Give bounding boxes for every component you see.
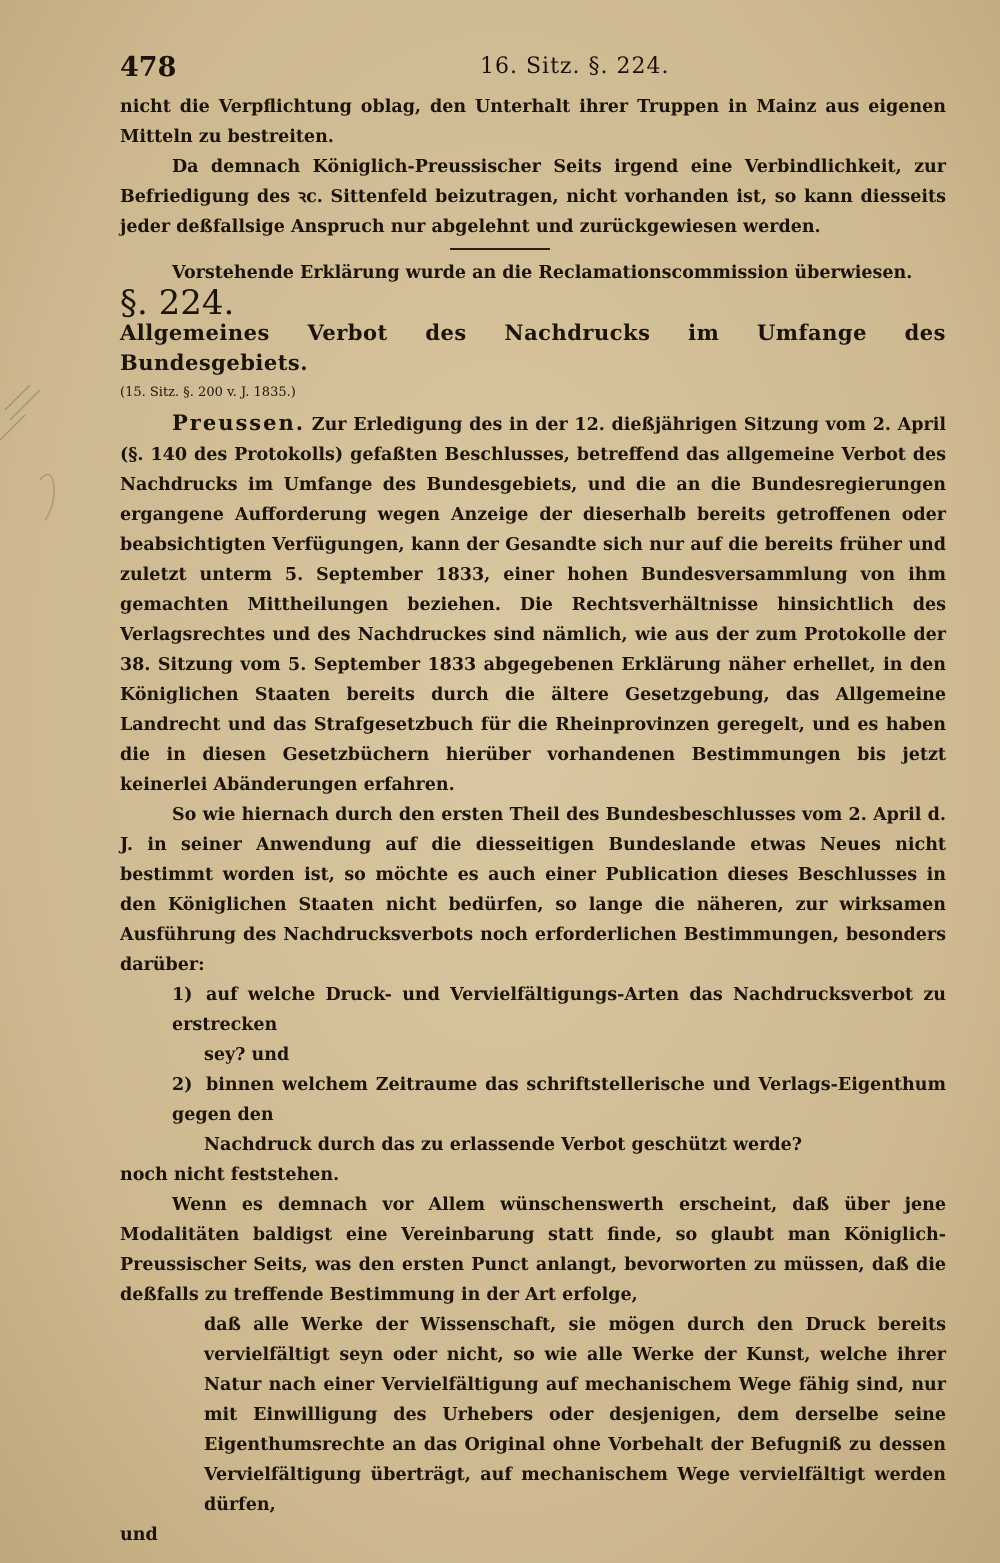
paragraph: Da demnach Königlich-Preussischer Seits irgend eine Verbindlichkeit, zur Befriedigung des ꝛc. Sittenfeld beizutragen, nicht vorhanden ist, so kann diesseits jeder deßfallsige Anspruch nur abgelehnt und zurückgewiesen werden. [120,157,946,237]
margin-pencil-marks [0,380,80,540]
section-reference: (15. Sitz. §. 200 v. J. 1835.) [120,385,296,400]
paragraph: Wenn es demnach vor Allem wünschenswerth erscheint, daß über jene Modalitäten baldigst eine Vereinbarung statt finde, so glaubt man Königlich-Preussischer Seits, was den ersten Punct anlangt, bevorworten zu müssen, daß die deßfalls zu treffende Bestimmung in der Art erfolge, [120,1195,946,1305]
paragraph-note: Vorstehende Erklärung wurde an die Reclamationscommission überwiesen. [172,263,913,283]
running-head: 16. Sitz. §. 224. [480,54,670,79]
list-item [120,980,946,1040]
list-item [120,1070,946,1130]
list-number: 1) [172,985,193,1005]
speaker-name: Preussen. [172,410,306,435]
list-text: auf welche Druck- und Vervielfältigungs-Arten das Nachdrucksverbot zu erstrecken [172,985,946,1035]
paragraph: und [120,1525,158,1545]
paragraph: noch nicht feststehen. [120,1165,340,1185]
list-item-continuation: sey? und [204,1045,290,1065]
paragraph-continuation: nicht die Verpflichtung oblag, den Unterhalt ihrer Truppen in Mainz aus eigenen Mitteln zu bestreiten. [120,97,946,147]
quoted-block: daß alle Werke der Wissenschaft, sie mögen durch den Druck bereits vervielfältigt seyn oder nicht, so wie alle Werke der Kunst, welche ihrer Natur nach einer Vervielfältigung auf mechanischem Wege fähig sind, nur mit Einwilligung des Urhebers oder desjenigen, dem derselbe seine Eigenthumsrechte an das Original ohne Vorbehalt der Befugniß zu dessen Vervielfältigung überträgt, auf mechanischem Wege vervielfältigt werden dürfen, [204,1315,946,1515]
list-item-continuation: Nachdruck durch das zu erlassende Verbot geschützt werde? [204,1135,803,1155]
page-header [120,52,950,86]
separator-rule [450,248,550,250]
page-number: 478 [120,52,177,83]
section-title: Allgemeines Verbot des Nachdrucks im Umfange des Bundesgebiets. [120,320,946,375]
paragraph [120,408,946,800]
list-number: 2) [172,1075,193,1095]
paragraph: So wie hiernach durch den ersten Theil des Bundesbeschlusses vom 2. April d. J. in seiner Anwendung auf die diesseitigen Bundeslande etwas Neues nicht bestimmt worden ist, so möchte es auch einer Publication dieses Beschlusses in den Königlichen Staaten nicht bedürfen, so lange die näheren, zur wirksamen Ausführung des Nachdrucksverbots noch erforderlichen Bestimmungen, besonders darüber: [120,805,946,975]
list-text: binnen welchem Zeitraume das schriftstellerische und Verlags-Eigenthum gegen den [172,1075,946,1125]
paragraph-text: Zur Erledigung des in der 12. dießjährigen Sitzung vom 2. April (§. 140 des Protokolls) gefaßten Beschlusses, betreffend das allgemeine Verbot des Nachdrucks im Umfange des Bundesgebiets, und die an die Bundesregierungen ergangene Aufforderung wegen Anzeige der dieserhalb bereits getroffenen oder beabsichtigten Verfügungen, kann der Gesandte sich nur auf die bereits früher und zuletzt unterm 5. September 1833, einer hohen Bundesversammlung von ihm gemachten Mittheilungen beziehen. Die Rechtsverhältnisse hinsichtlich des Verlagsrechtes und des Nachdruckes sind nämlich, wie aus der zum Protokolle der 38. Sitzung vom 5. September 1833 abgegebenen Erklärung näher erhellet, in den Königlichen Staaten bereits durch die ältere Gesetzgebung, das Allgemeine Landrecht und das Strafgesetzbuch für die Rheinprovinzen geregelt, und es haben die in diesen Gesetzbüchern hierüber vorhandenen Bestimmungen bis jetzt keinerlei Abänderungen erfahren. [120,415,946,795]
page-body [120,92,946,1550]
section-number: §. 224. [120,283,235,323]
